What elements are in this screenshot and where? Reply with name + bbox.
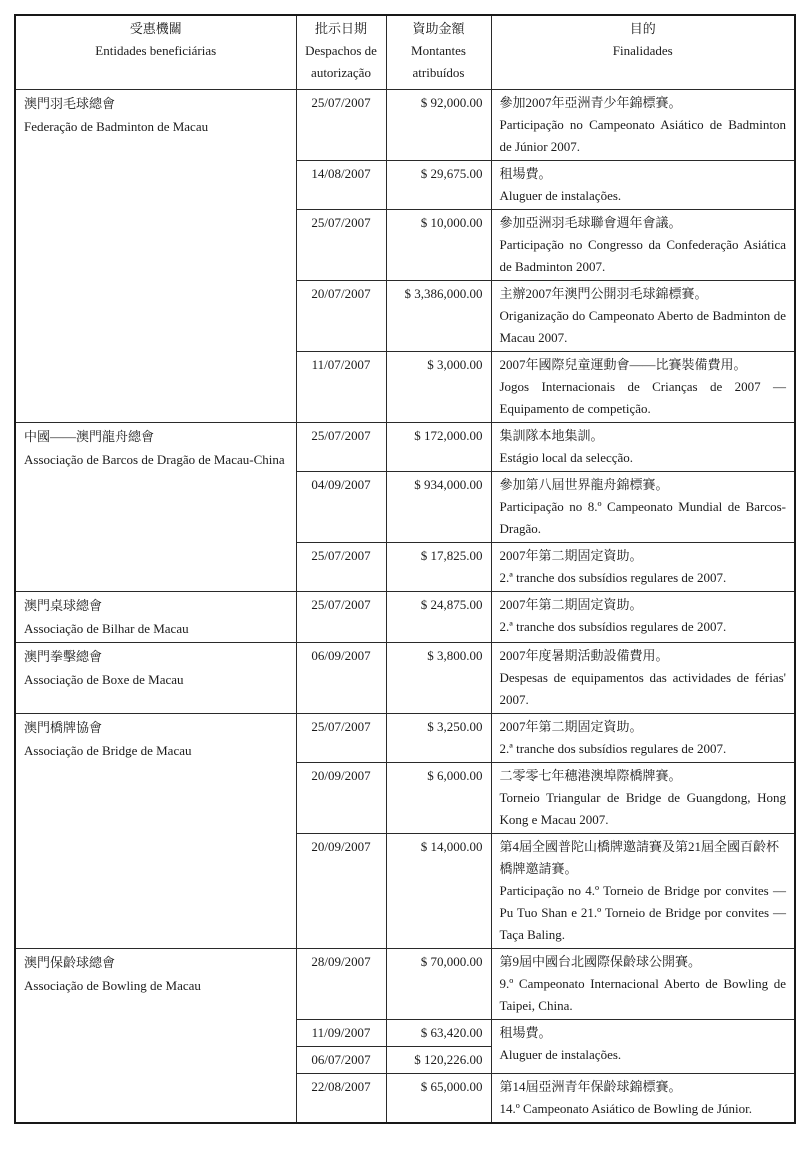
beneficiary-cell [15,948,296,1123]
amount-cell: $ 3,800.00 [386,642,491,713]
purpose-text-zh: 2007年第二期固定資助。 [499,547,643,563]
purpose-text-pt: Participação no Congresso da Confederação Asiática de Badminton 2007. [499,236,786,274]
purpose-cell [491,948,795,1019]
purpose-text-pt: Aluguer de instalações. [499,187,622,203]
subsidy-table-body [15,89,795,1123]
purpose-text-zh: 2007年國際兒童運動會——比賽裝備費用。 [499,356,747,372]
purpose-cell [491,89,795,160]
col-header-beneficiary-pt: Entidades beneficiárias [95,43,217,58]
grant-row [15,713,795,762]
purpose-cell [491,642,795,713]
authorization-date-cell: 11/09/2007 [296,1019,386,1046]
purpose-text-pt: Torneio Triangular de Bridge de Guangdong, Hong Kong e Macau 2007. [499,789,786,827]
subsidy-table [14,14,796,1124]
purpose-cell [491,280,795,351]
beneficiary-cell [15,422,296,591]
purpose-cell [491,351,795,422]
grant-row [15,89,795,160]
purpose-text-zh: 2007年第二期固定資助。 [499,718,643,734]
beneficiary-name-pt: Associação de Boxe de Macau [24,671,184,687]
purpose-text-zh: 租場費。 [499,165,552,181]
purpose-cell [491,762,795,833]
grant-row [15,591,795,642]
authorization-date-cell: 04/09/2007 [296,471,386,542]
purpose-text-zh: 2007年度暑期活動設備費用。 [499,647,669,663]
grant-row [15,948,795,1019]
purpose-text-pt: Aluguer de instalações. [499,1046,622,1062]
amount-cell: $ 10,000.00 [386,209,491,280]
col-header-beneficiary [15,15,296,89]
beneficiary-name-zh: 澳門桌球總會 [24,597,103,613]
authorization-date-cell: 25/07/2007 [296,422,386,471]
beneficiary-name-pt: Federação de Badminton de Macau [24,118,209,134]
purpose-text-zh: 第14屆亞洲青年保齡球錦標賽。 [499,1078,682,1094]
authorization-date-cell: 06/07/2007 [296,1046,386,1073]
purpose-text-zh: 參加亞洲羽毛球聯會週年會議。 [499,214,682,230]
purpose-cell [491,1073,795,1123]
amount-cell: $ 172,000.00 [386,422,491,471]
purpose-text-zh: 二零零七年穗港澳埠際橋牌賽。 [499,767,682,783]
amount-cell: $ 29,675.00 [386,160,491,209]
purpose-cell [491,160,795,209]
col-header-date-zh: 批示日期 [314,21,367,36]
authorization-date-cell: 25/07/2007 [296,591,386,642]
purpose-cell [491,833,795,948]
purpose-text-pt: Origanização do Campeonato Aberto de Badminton de Macau 2007. [499,307,786,345]
authorization-date-cell: 25/07/2007 [296,89,386,160]
amount-cell: $ 6,000.00 [386,762,491,833]
authorization-date-cell: 11/07/2007 [296,351,386,422]
col-header-beneficiary-zh: 受惠機關 [129,21,182,36]
purpose-text-zh: 主辦2007年澳門公開羽毛球錦標賽。 [499,285,708,301]
purpose-text-zh: 租場費。 [499,1024,552,1040]
purpose-text-pt: Participação no 4.º Torneio de Bridge por convites — Pu Tuo Shan e 21.º Torneio de Bridge por convites — Taça Baling. [499,882,786,942]
purpose-text-pt: Estágio local da selecção. [499,449,634,465]
purpose-cell [491,1019,795,1073]
purpose-text-pt: 2.ª tranche dos subsídios regulares de 2007. [499,740,727,756]
authorization-date-cell: 20/07/2007 [296,280,386,351]
table-header [15,15,795,89]
authorization-date-cell: 14/08/2007 [296,160,386,209]
col-header-date-pt: Despachos de autorização [305,43,377,80]
col-header-amount [386,15,491,89]
amount-cell: $ 3,000.00 [386,351,491,422]
purpose-cell [491,713,795,762]
amount-cell: $ 70,000.00 [386,948,491,1019]
authorization-date-cell: 25/07/2007 [296,209,386,280]
amount-cell: $ 24,875.00 [386,591,491,642]
amount-cell: $ 17,825.00 [386,542,491,591]
beneficiary-name-zh: 中國——澳門龍舟總會 [24,428,155,444]
purpose-text-zh: 集訓隊本地集訓。 [499,427,604,443]
purpose-text-pt: 9.º Campeonato Internacional Aberto de Bowling de Taipei, China. [499,975,786,1013]
authorization-date-cell: 25/07/2007 [296,713,386,762]
col-header-purpose-pt: Finalidades [612,43,673,58]
authorization-date-cell: 25/07/2007 [296,542,386,591]
purpose-text-pt: 2.ª tranche dos subsídios regulares de 2007. [499,569,727,585]
beneficiary-name-pt: Associação de Bowling de Macau [24,977,201,993]
purpose-text-pt: Participação no Campeonato Asiático de Badminton de Júnior 2007. [499,116,786,154]
amount-cell: $ 14,000.00 [386,833,491,948]
col-header-date [296,15,386,89]
purpose-text-zh: 第9屆中國台北國際保齡球公開賽。 [499,953,702,969]
beneficiary-name-zh: 澳門保齡球總會 [24,954,116,970]
purpose-text-pt: 14.º Campeonato Asiático de Bowling de Júnior. [499,1100,752,1116]
col-header-amount-zh: 資助金額 [412,21,465,36]
beneficiary-cell [15,713,296,948]
authorization-date-cell: 20/09/2007 [296,762,386,833]
beneficiary-name-zh: 澳門橋牌協會 [24,719,103,735]
purpose-text-zh: 參加2007年亞洲青少年錦標賽。 [499,94,682,110]
purpose-cell [491,542,795,591]
purpose-text-zh: 2007年第二期固定資助。 [499,596,643,612]
purpose-cell [491,209,795,280]
beneficiary-cell [15,89,296,422]
purpose-text-pt: Participação no 8.º Campeonato Mundial de Barcos-Dragão. [499,498,786,536]
grant-row [15,422,795,471]
purpose-text-pt: Despesas de equipamentos das actividades de férias' 2007. [499,669,786,707]
col-header-purpose [491,15,795,89]
col-header-amount-pt: Montantes atribuídos [411,43,466,80]
amount-cell: $ 92,000.00 [386,89,491,160]
col-header-purpose-zh: 目的 [629,21,656,36]
purpose-text-zh: 參加第八屆世界龍舟錦標賽。 [499,476,669,492]
amount-cell: $ 3,386,000.00 [386,280,491,351]
authorization-date-cell: 20/09/2007 [296,833,386,948]
purpose-cell [491,422,795,471]
purpose-text-pt: 2.ª tranche dos subsídios regulares de 2007. [499,618,727,634]
authorization-date-cell: 28/09/2007 [296,948,386,1019]
beneficiary-cell [15,591,296,642]
beneficiary-name-pt: Associação de Barcos de Dragão de Macau-China [24,451,285,467]
beneficiary-name-pt: Associação de Bilhar de Macau [24,620,189,636]
beneficiary-name-pt: Associação de Bridge de Macau [24,742,192,758]
amount-cell: $ 934,000.00 [386,471,491,542]
grant-row [15,642,795,713]
amount-cell: $ 65,000.00 [386,1073,491,1123]
purpose-cell [491,471,795,542]
purpose-cell [491,591,795,642]
beneficiary-cell [15,642,296,713]
amount-cell: $ 3,250.00 [386,713,491,762]
beneficiary-name-zh: 澳門羽毛球總會 [24,95,116,111]
authorization-date-cell: 22/08/2007 [296,1073,386,1123]
authorization-date-cell: 06/09/2007 [296,642,386,713]
beneficiary-name-zh: 澳門拳擊總會 [24,648,103,664]
amount-cell: $ 120,226.00 [386,1046,491,1073]
header-row [15,15,795,89]
amount-cell: $ 63,420.00 [386,1019,491,1046]
purpose-text-zh: 第4屆全國普陀山橋牌邀請賽及第21屆全國百齡杯橋牌邀請賽。 [499,838,780,876]
purpose-text-pt: Jogos Internacionais de Crianças de 2007 — Equipamento de competição. [499,378,786,416]
